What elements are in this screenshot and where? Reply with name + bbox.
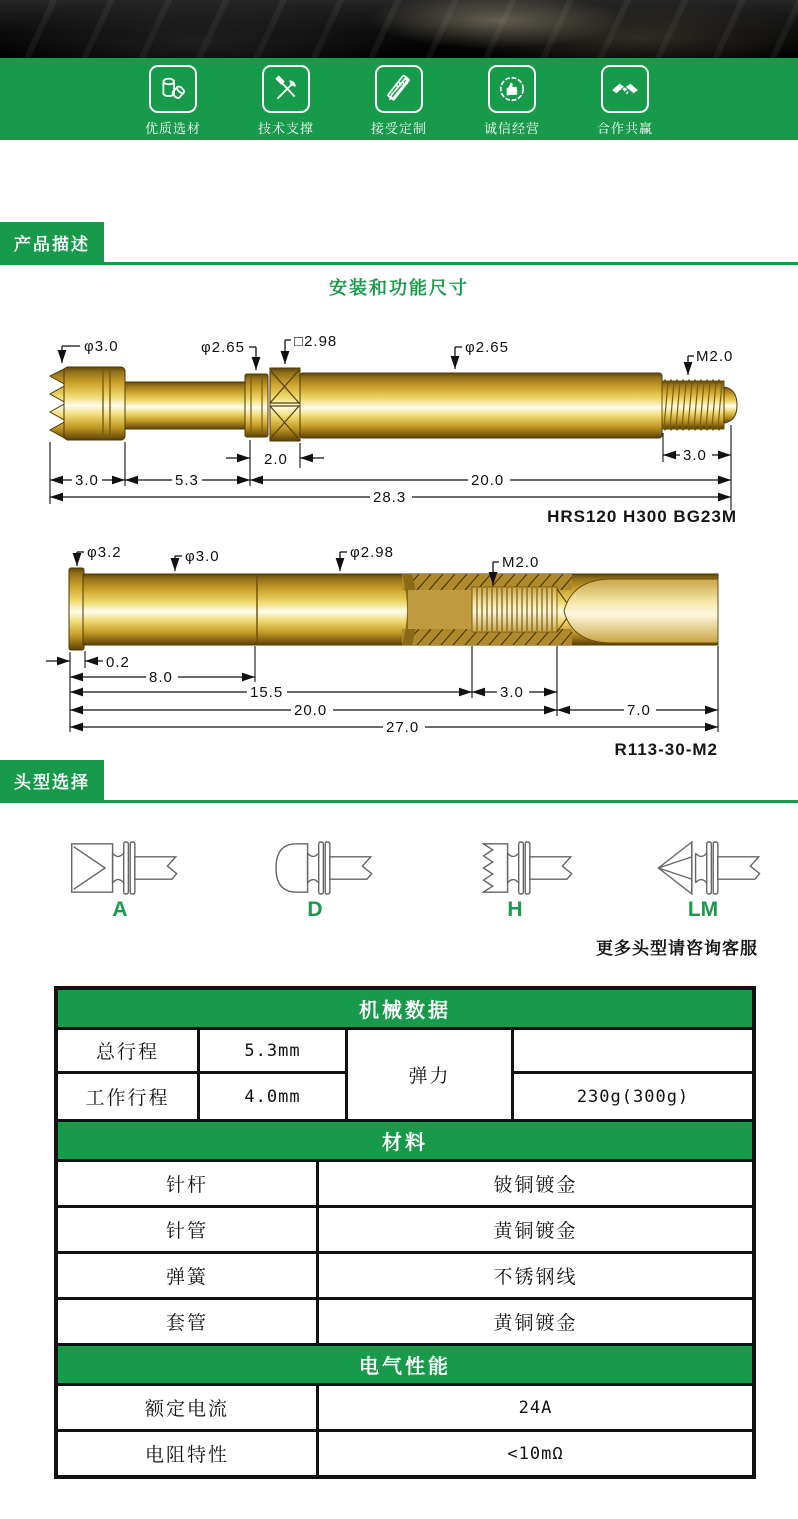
row-value: 黄铜镀金 — [493, 1221, 578, 1242]
feature-label: 合作共赢 — [597, 121, 654, 136]
table-row — [58, 1162, 752, 1208]
more-head-types-note: 更多头型请咨询客服 — [596, 939, 758, 958]
dim-main: 20.0 — [294, 702, 328, 719]
dim-tail: 7.0 — [627, 702, 651, 719]
feature-item-tech-support — [258, 58, 315, 140]
probe-diagram-1 — [0, 300, 798, 530]
callout-barrel-dia: φ2.65 — [465, 339, 509, 356]
head-type-option-h[interactable]: H — [507, 898, 523, 921]
dim-head: 3.0 — [75, 472, 99, 489]
row-label: 弹簧 — [58, 1254, 319, 1297]
row-value: 5.3mm — [200, 1030, 348, 1074]
spring-force-value: 230g(300g) — [576, 1086, 690, 1107]
hero-banner-image — [0, 0, 798, 58]
receptacle-model-number: R113-30-M2 — [614, 740, 718, 759]
dim-overall: 28.3 — [373, 489, 407, 506]
mechanical-section — [58, 1030, 752, 1122]
probe-callouts — [62, 333, 733, 375]
row-label: 总行程 — [58, 1030, 200, 1074]
feature-label: 优质选材 — [145, 121, 202, 136]
row-label: 电阻特性 — [58, 1432, 319, 1475]
head-type-option-lm[interactable]: LM — [687, 898, 719, 921]
table-row — [58, 1254, 752, 1300]
callout-head-dia: φ3.0 — [84, 338, 119, 355]
spring-force-label: 弹力 — [348, 1030, 514, 1119]
cooperation-icon — [601, 65, 649, 113]
feature-label: 接受定制 — [371, 121, 428, 136]
row-value: 24A — [518, 1397, 553, 1418]
spring-force-value-top — [514, 1030, 752, 1074]
callout-inner-thread: M2.0 — [502, 554, 540, 571]
row-label: 额定电流 — [58, 1386, 319, 1429]
dim-thread2: 3.0 — [500, 684, 524, 701]
material-icon — [149, 65, 197, 113]
row-label: 套管 — [58, 1300, 319, 1343]
callout-flange-dia: φ3.2 — [87, 544, 122, 561]
row-value: 不锈钢线 — [493, 1267, 578, 1288]
table-section-header-material: 材料 — [58, 1122, 752, 1162]
row-value: 4.0mm — [200, 1074, 348, 1119]
callout-inner-dia: φ2.98 — [350, 544, 394, 561]
dim-collar: 2.0 — [264, 451, 288, 468]
receptacle-body — [69, 568, 718, 650]
head-type-option-a[interactable]: A — [112, 898, 128, 921]
feature-item-cooperation — [597, 58, 654, 140]
table-section-header-mechanical: 机械数据 — [58, 990, 752, 1030]
probe-body — [50, 367, 737, 441]
ribbon-underline — [0, 800, 798, 803]
dim-plunger: 5.3 — [175, 472, 199, 489]
callout-collar-square: □2.98 — [294, 333, 338, 350]
dim-overall2: 27.0 — [386, 719, 420, 736]
dim-mid: 15.5 — [250, 684, 284, 701]
callout-tube-dia: φ3.0 — [185, 548, 220, 565]
table-row — [58, 1386, 752, 1432]
dim-front: 8.0 — [149, 669, 173, 686]
head-type-ribbon — [0, 760, 798, 803]
tech-support-icon — [262, 65, 310, 113]
feature-label: 技术支撑 — [258, 121, 315, 136]
dim-flange: 0.2 — [106, 654, 130, 671]
feature-item-integrity — [484, 58, 541, 140]
receptacle-dimensions — [46, 646, 718, 736]
feature-item-material — [145, 58, 202, 140]
integrity-icon — [488, 65, 536, 113]
table-section-header-electrical: 电气性能 — [58, 1346, 752, 1386]
diagram-title: 安装和功能尺寸 — [329, 278, 469, 298]
callout-plunger-dia: φ2.65 — [201, 339, 245, 356]
table-row — [58, 1208, 752, 1254]
dim-barrel: 20.0 — [471, 472, 505, 489]
row-label: 工作行程 — [58, 1074, 200, 1119]
feature-label: 诚信经营 — [484, 121, 541, 136]
product-description-ribbon — [0, 222, 798, 265]
dim-thread: 3.0 — [683, 447, 707, 464]
receptacle-diagram-2 — [0, 540, 798, 770]
section-title: 头型选择 — [0, 760, 104, 800]
probe-model-number: HRS120 H300 BG23M — [547, 507, 737, 526]
head-type-option-d[interactable]: D — [307, 898, 323, 921]
feature-item-customize — [371, 58, 428, 140]
row-value: <10mΩ — [507, 1443, 564, 1464]
row-value: 黄铜镀金 — [493, 1313, 578, 1334]
callout-thread: M2.0 — [696, 348, 734, 365]
ribbon-underline — [0, 262, 798, 265]
row-label: 针管 — [58, 1208, 319, 1251]
table-row — [58, 1300, 752, 1346]
section-title: 产品描述 — [0, 222, 104, 262]
row-value: 铍铜镀金 — [493, 1175, 578, 1196]
table-row — [58, 1432, 752, 1475]
feature-bar — [0, 58, 798, 140]
row-label: 针杆 — [58, 1162, 319, 1205]
spec-table — [54, 986, 756, 1479]
customize-icon — [375, 65, 423, 113]
